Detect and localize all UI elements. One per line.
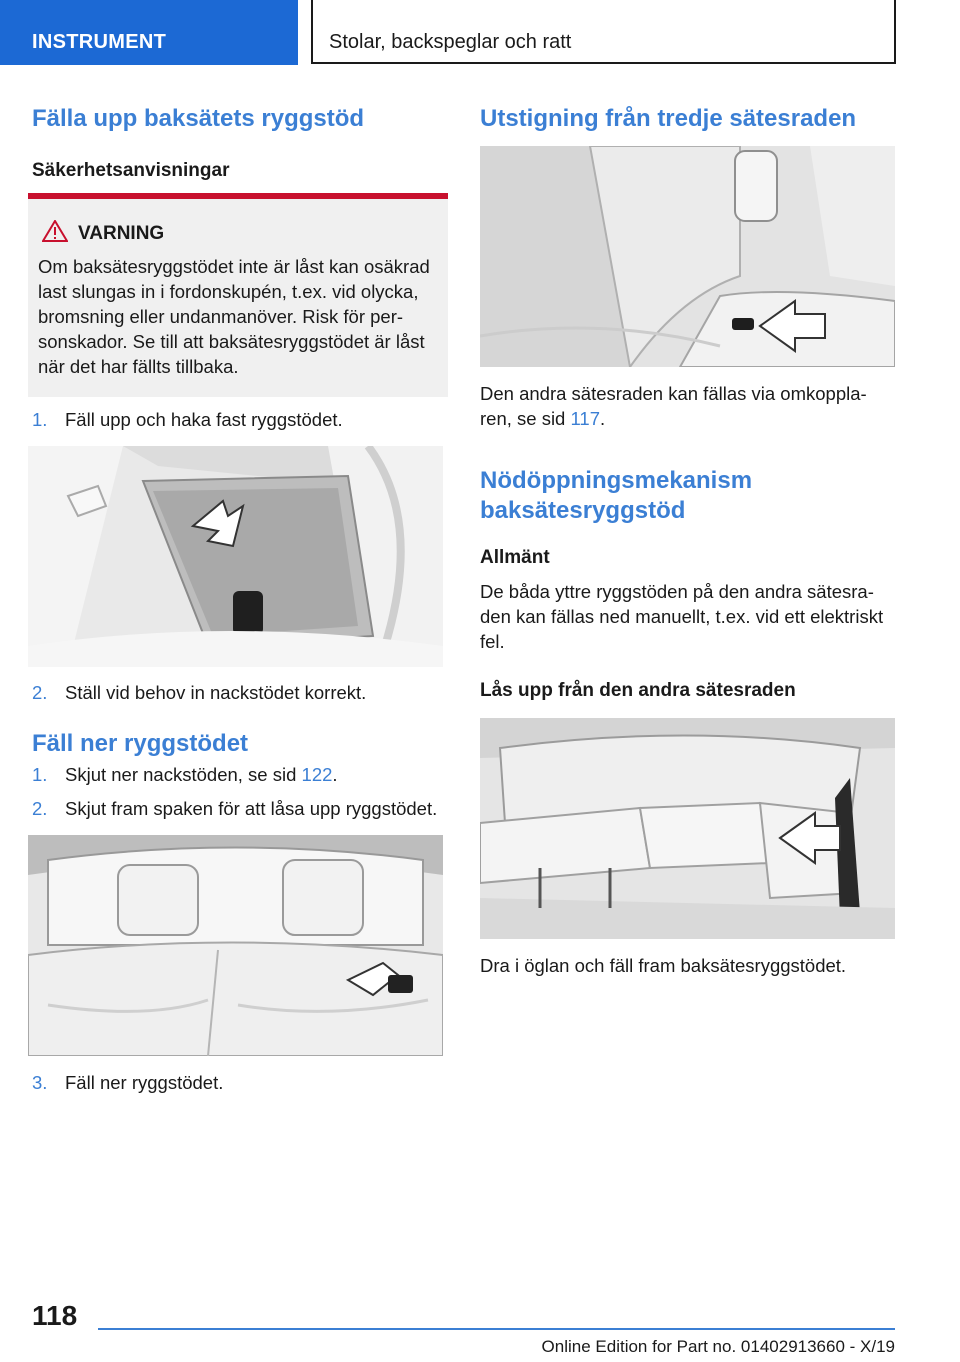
step-number: 3. xyxy=(32,1072,48,1093)
unlock-heading: Lås upp från den andra sätesraden xyxy=(480,680,796,701)
edition-footer: Online Edition for Part no. 01402913660 - X/19 xyxy=(541,1337,895,1356)
figure-caption: Dra i öglan och fäll fram baksätesryggstödet. xyxy=(480,955,847,976)
warning-triangle-icon xyxy=(42,220,68,247)
general-text: De båda yttre ryggstöden på den andra sätesra-den kan fällas ned manuellt, t.ex. vid ett elektriskt fel. xyxy=(480,581,884,652)
figure-rear-seats-lever xyxy=(28,835,443,1056)
heading-exit-third-row: Utstigning från tredje sätesraden xyxy=(480,105,857,132)
step-number: 2. xyxy=(32,798,48,819)
step-text: Fäll upp och haka fast ryggstödet. xyxy=(65,409,343,430)
page-number: 118 xyxy=(32,1300,78,1331)
figure-fold-up-backrest xyxy=(28,446,443,667)
heading-fold-down-backrest: Fäll ner ryggstödet xyxy=(32,730,249,757)
page-link-122[interactable]: 122 xyxy=(301,764,333,785)
warning-text: Om baksätesryggstödet inte är låst kan osäkrad last slungas in i fordonskupén, t.ex. vid olycka, bromsning eller undanmanöver. Risk för per-sonskador. Se till att baksätesryggstödet är låst när det har fällts tillbaka. xyxy=(38,256,430,377)
switch-paragraph: Den andra sätesraden kan fällas via omkoppla- ren, se sid 117. xyxy=(480,383,867,429)
step-text: Fäll ner ryggstödet. xyxy=(65,1072,224,1093)
figure-second-row-release xyxy=(480,718,895,939)
heading-fold-up-backrest: Fälla upp baksätets ryggstöd xyxy=(32,105,365,132)
general-heading: Allmänt xyxy=(480,547,550,568)
step-number: 1. xyxy=(32,764,48,785)
page-link-117[interactable]: 117 xyxy=(570,408,600,429)
step-text: Skjut fram spaken för att låsa upp ryggstödet. xyxy=(65,798,438,819)
figure-second-row-switch xyxy=(480,146,895,367)
step-number: 1. xyxy=(32,409,48,430)
safety-heading: Säkerhetsanvisningar xyxy=(32,160,230,181)
warning-box xyxy=(28,193,448,397)
step-number: 2. xyxy=(32,682,48,703)
chapter-title: Stolar, backspeglar och ratt xyxy=(311,0,896,64)
warning-title: VARNING xyxy=(78,223,165,244)
step-text: Ställ vid behov in nackstödet korrekt. xyxy=(65,682,367,703)
step-text: Skjut ner nackstöden, se sid 122. xyxy=(65,764,338,785)
section-tab: INSTRUMENT xyxy=(0,0,298,65)
heading-emergency-release: Nödöppningsmekanism baksätesryggstöd xyxy=(480,467,753,524)
footer-divider xyxy=(98,1328,895,1330)
